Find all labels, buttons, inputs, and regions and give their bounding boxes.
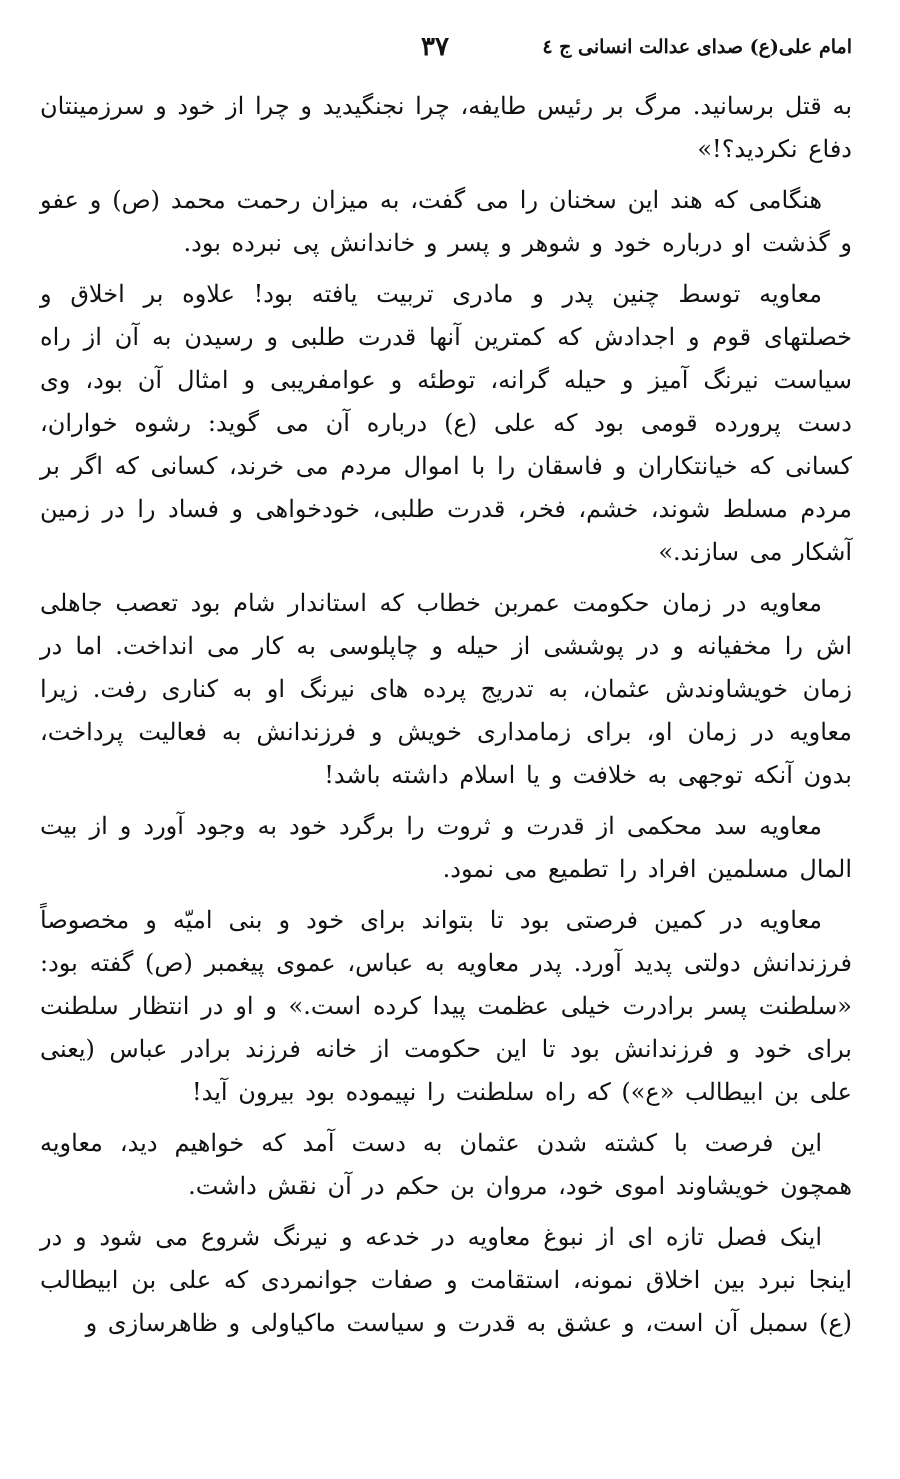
paragraph-3: معاویه توسط چنین پدر و مادری تربیت یافته بود! علاوه بر اخلاق و خصلتهای قوم و اجدادش که کمترین آنها قدرت طلبی و رسیدن به آن از راه سیاست نیرنگ آمیز و حیله گرانه، توطئه و عوامفریبی و امثال آن بود، وی دست پرورده قومی بود که علی (ع) درباره آن می گوید: رشوه خواران، کسانی که خیانتکاران و فاسقان را با اموال مردم می خرند، کسانی که اگر بر مردم مسلط شوند، خشم، فخر، قدرت طلبی، خودخواهی و فساد را در زمین آشکار می سازند.»: [40, 280, 853, 566]
paragraph-5: معاویه سد محکمی از قدرت و ثروت را برگرد خود به وجود آورد و از بیت المال مسلمین افراد را تطمیع می نمود.: [40, 812, 852, 883]
page-header: [40, 0, 852, 88]
paragraph-6: معاویه در کمین فرصتی بود تا بتواند برای خود و بنی امیّه و مخصوصاً فرزندانش دولتی پدید آورد. پدر معاویه به عباس، عموی پیغمبر (ص) گفته بود: «سلطنت پسر برادرت خیلی عظمت پیدا کرده است.» و او در انتظار سلطنت برای خود و فرزندانش بود تا این حکومت از خانه فرزند برادر عباس (یعنی علی بن ابیطالب «ع») که راه سلطنت را نپیموده بود بیرون آید!: [40, 906, 852, 1106]
book-page: [40, 0, 852, 1479]
page-number: ٣٧: [421, 32, 449, 62]
paragraph-8: اینک فصل تازه ای از نبوغ معاویه در خدعه و نیرنگ شروع می شود و در اینجا نبرد بین اخلاق نمونه، استقامت و صفات جوانمردی که علی بن ابیطالب (ع) سمبل آن است، و عشق به قدرت و سیاست ماکیاولی و ظاهرسازی و: [40, 1223, 852, 1337]
paragraph-7: این فرصت با کشته شدن عثمان به دست آمد که خواهیم دید، معاویه همچون خویشاوند اموی خود، مروان بن حکم در آن نقش داشت.: [40, 1129, 852, 1200]
paragraph-2: هنگامی که هند این سخنان را می گفت، به میزان رحمت محمد (ص) و عفو و گذشت او درباره خود و شوهر و پسر و خاندانش پی نبرده بود.: [40, 186, 852, 257]
paragraph-1: به قتل برسانید. مرگ بر رئیس طایفه، چرا نجنگیدید و چرا از خود و سرزمینتان دفاع نکردید؟!»: [40, 92, 852, 163]
paragraph-4: معاویه در زمان حکومت عمربن خطاب که استاندار شام بود تعصب جاهلی اش را مخفیانه و در پوششی از حیله و چاپلوسی به کار می انداخت. اما در زمان خویشاوندش عثمان، به تدریج پرده های نیرنگ او به کناری رفت. زیرا معاویه در زمان او، برای زمامداری خویش و فرزندانش به فعالیت پرداخت، بدون آنکه توجهی به خلافت و یا اسلام داشته باشد!: [40, 589, 852, 789]
running-title: امام علی(ع) صدای عدالت انسانی ج ٤: [542, 36, 852, 58]
body-text: [40, 85, 852, 1353]
